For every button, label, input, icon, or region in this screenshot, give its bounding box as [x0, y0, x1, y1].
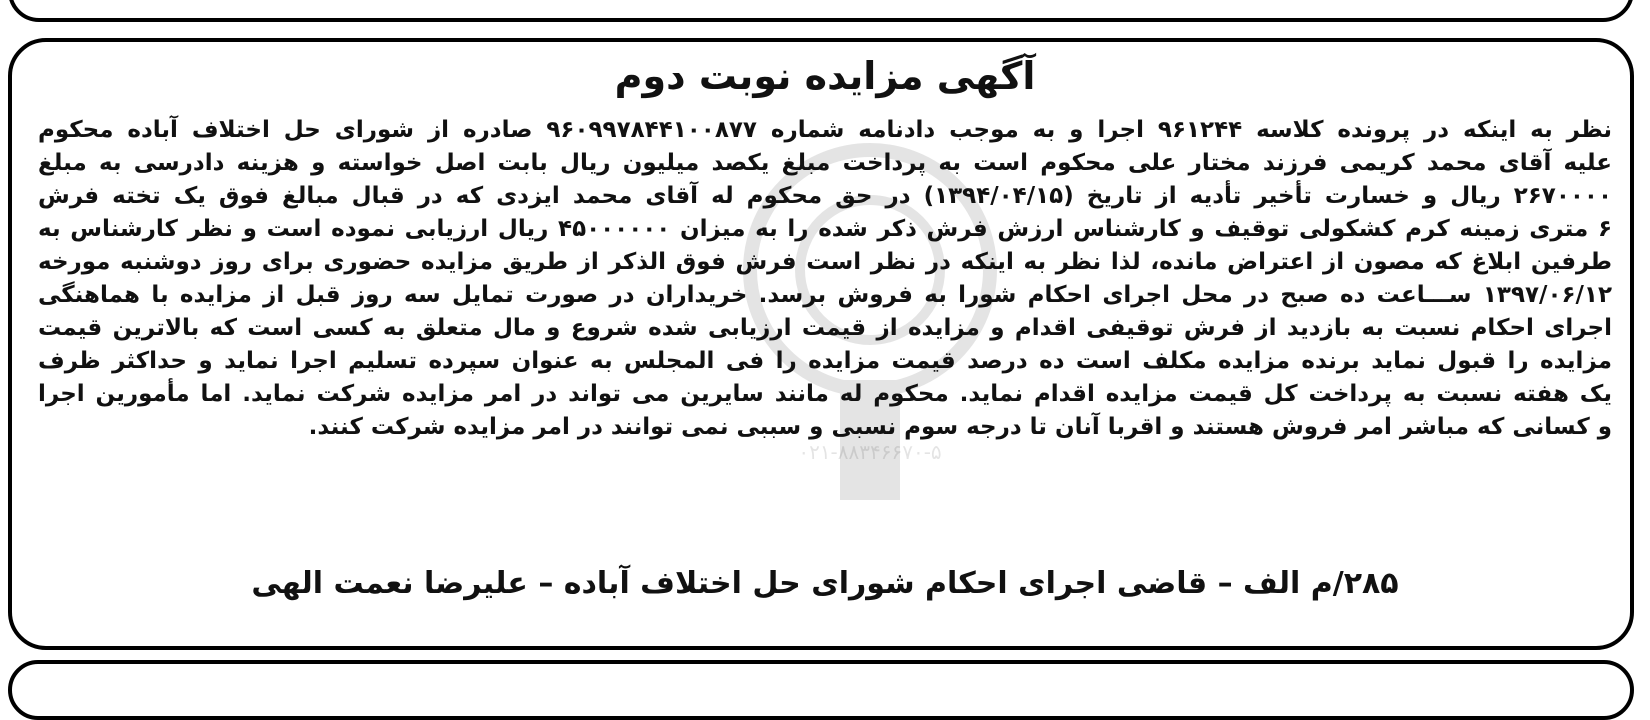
notice-line: ۶ متری زمینه کرم کشکولی توقیف و کارشناس ارزش فرش ذکر شده را به میزان ۴۵۰۰۰۰۰۰ ریال ارزیابی نموده است و نظر کارشناس به — [38, 216, 1613, 242]
notice-line: مزایده را قبول نماید برنده مزایده مکلف است ده درصد قیمت مزایده را فی المجلس به عنوان سپرده تسلیم اجرا نماید و حداکثر ظرف — [38, 348, 1612, 374]
notice-line: طرفین ابلاغ که مصون از اعتراض مانده، لذا نظر به اینکه در نظر است فرش فوق الذکر از طریق مزایده حضوری برای روز دوشنبه مورخه — [38, 249, 1612, 275]
notice-line: ۲۶۷۰۰۰۰ ریال و خسارت تأخیر تأدیه از تاریخ (۱۳۹۴/۰۴/۱۵) در حق محکوم له آقای محمد ایزدی که در قبال مبالغ فوق یک تخته فرش — [38, 183, 1612, 209]
notice-line: ۱۳۹۷/۰۶/۱۲ ســـاعت ده صبح در محل اجرای احکام شورا به فروش برسد. خریداران در صورت تمایل سه روز قبل از مزایده با هماهنگی — [38, 282, 1612, 308]
next-notice-border — [8, 660, 1634, 720]
watermark-phone: ۰۲۱-۸۸۳۴۶۶۷۰-۵ — [798, 440, 942, 464]
notice-title: آگهی مزایده نوبت دوم — [614, 54, 1036, 98]
notice-line: علیه آقای محمد کریمی فرزند مختار علی محکوم است به پرداخت مبلغ یکصد میلیون ریال بابت اصل خواسته و هزینه دادرسی به مبلغ — [38, 150, 1612, 176]
notice-line: اجرای احکام نسبت به بازدید از فرش توقیفی اقدام و مزایده از قیمت ارزیابی شده شروع و مال متعلق به کسی است که بالاترین قیمت — [38, 315, 1612, 341]
notice-signature: ۲۸۵/م الف – قاضی اجرای احکام شورای حل اختلاف آباده – علیرضا نعمت الهی — [251, 566, 1399, 601]
notice-body — [38, 114, 1612, 444]
notice-line: و کسانی که مباشر امر فروش هستند و اقربا آنان تا درجه سوم نسبی و سببی نمی توانند در امر مزایده شرکت کنند. — [308, 414, 1612, 440]
notice-line: یک هفته نسبت به پرداخت کل قیمت مزایده اقدام نماید. محکوم له مانند سایرین می تواند در امر مزایده شرکت نماید. اما مأمورین اجرا — [38, 381, 1612, 407]
previous-notice-border — [8, 0, 1634, 22]
notice-line: نظر به اینکه در پرونده کلاسه ۹۶۱۲۴۴ اجرا و به موجب دادنامه شماره ۹۶۰۹۹۷۸۴۴۱۰۰۸۷۷ صادره از شورای حل اختلاف آباده محکوم — [38, 117, 1612, 143]
